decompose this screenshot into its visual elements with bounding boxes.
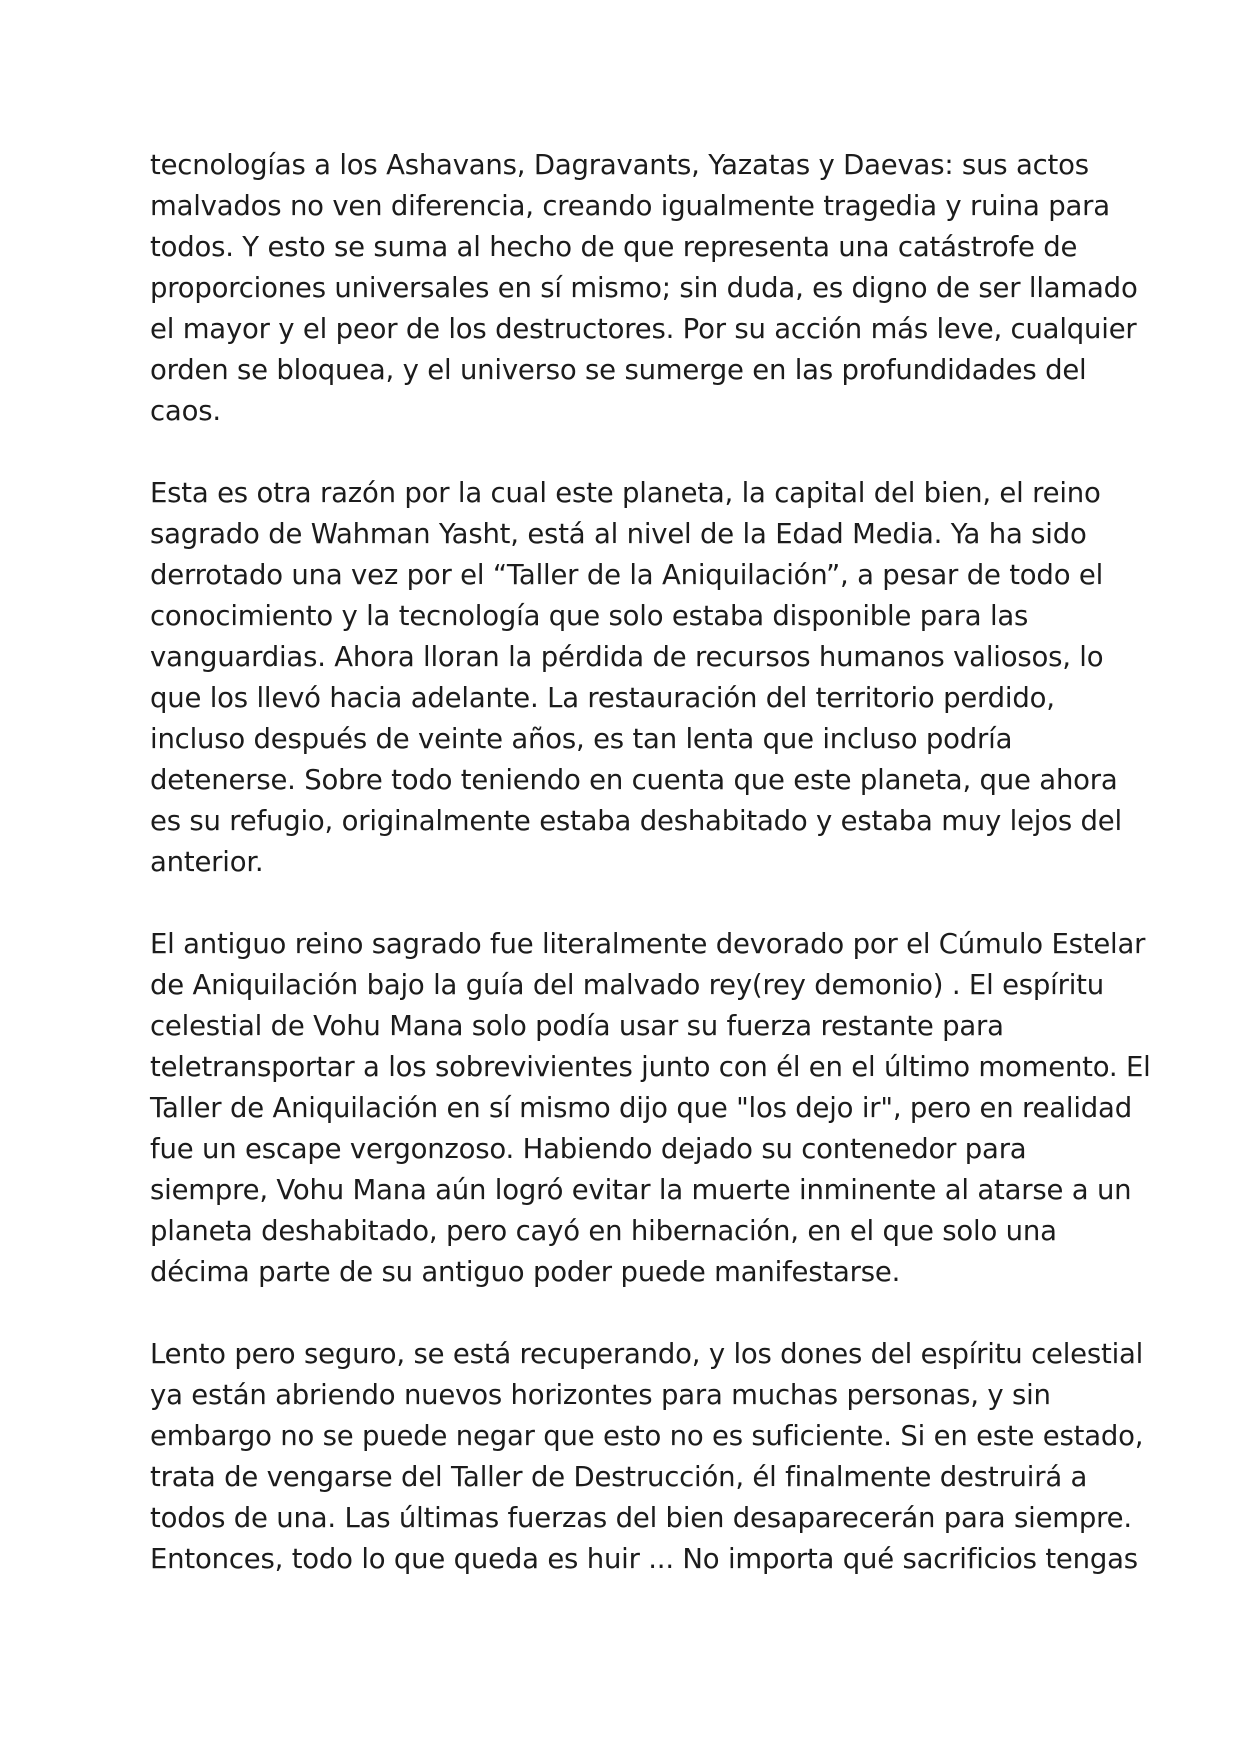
text-line: Esta es otra razón por la cual este planeta, la capital del bien, el reino [150,477,1101,509]
text-line: es su refugio, originalmente estaba deshabitado y estaba muy lejos del [150,805,1122,837]
text-line: que los llevó hacia adelante. La restauración del territorio perdido, [150,682,1055,714]
paragraph-4 [150,1334,1144,1580]
paragraph-1 [150,145,1138,432]
text-line: celestial de Vohu Mana solo podía usar su fuerza restante para [150,1010,1004,1042]
text-line: décima parte de su antiguo poder puede manifestarse. [150,1256,901,1288]
text-line: todos. Y esto se suma al hecho de que representa una catástrofe de [150,231,1078,263]
text-line: Taller de Aniquilación en sí mismo dijo que "los dejo ir", pero en realidad [150,1092,1132,1124]
text-line: detenerse. Sobre todo teniendo en cuenta que este planeta, que ahora [150,764,1118,796]
text-line: Entonces, todo lo que queda es huir ... No importa qué sacrificios tengas [150,1543,1138,1575]
text-line: de Aniquilación bajo la guía del malvado rey(rey demonio) . El espíritu [150,969,1104,1001]
text-line: planeta deshabitado, pero cayó en hibernación, en el que solo una [150,1215,1057,1247]
text-line: orden se bloquea, y el universo se sumerge en las profundidades del [150,354,1087,386]
paragraph-3 [150,924,1151,1293]
text-line: tecnologías a los Ashavans, Dagravants, Yazatas y Daevas: sus actos [150,149,1089,181]
text-line: conocimiento y la tecnología que solo estaba disponible para las [150,600,1029,632]
text-line: El antiguo reino sagrado fue literalmente devorado por el Cúmulo Estelar [150,928,1146,960]
text-line: malvados no ven diferencia, creando igualmente tragedia y ruina para [150,190,1110,222]
text-line: proporciones universales en sí mismo; sin duda, es digno de ser llamado [150,272,1138,304]
text-line: teletransportar a los sobrevivientes junto con él en el último momento. El [150,1051,1151,1083]
text-line: ya están abriendo nuevos horizontes para muchas personas, y sin [150,1379,1051,1411]
text-line: embargo no se puede negar que esto no es suficiente. Si en este estado, [150,1420,1144,1452]
text-line: derrotado una vez por el “Taller de la Aniquilación”, a pesar de todo el [150,559,1104,591]
text-line: trata de vengarse del Taller de Destrucción, él finalmente destruirá a [150,1461,1088,1493]
text-line: anterior. [150,846,264,878]
text-line: sagrado de Wahman Yasht, está al nivel de la Edad Media. Ya ha sido [150,518,1087,550]
text-line: Lento pero seguro, se está recuperando, y los dones del espíritu celestial [150,1338,1144,1370]
text-line: caos. [150,395,221,427]
text-line: vanguardias. Ahora lloran la pérdida de recursos humanos valiosos, lo [150,641,1104,673]
document-body [150,145,1151,1580]
text-line: fue un escape vergonzoso. Habiendo dejado su contenedor para [150,1133,1027,1165]
text-line: el mayor y el peor de los destructores. Por su acción más leve, cualquier [150,313,1137,345]
paragraph-2 [150,473,1122,883]
text-line: incluso después de veinte años, es tan lenta que incluso podría [150,723,1013,755]
text-line: todos de una. Las últimas fuerzas del bien desaparecerán para siempre. [150,1502,1132,1534]
text-line: siempre, Vohu Mana aún logró evitar la muerte inminente al atarse a un [150,1174,1132,1206]
